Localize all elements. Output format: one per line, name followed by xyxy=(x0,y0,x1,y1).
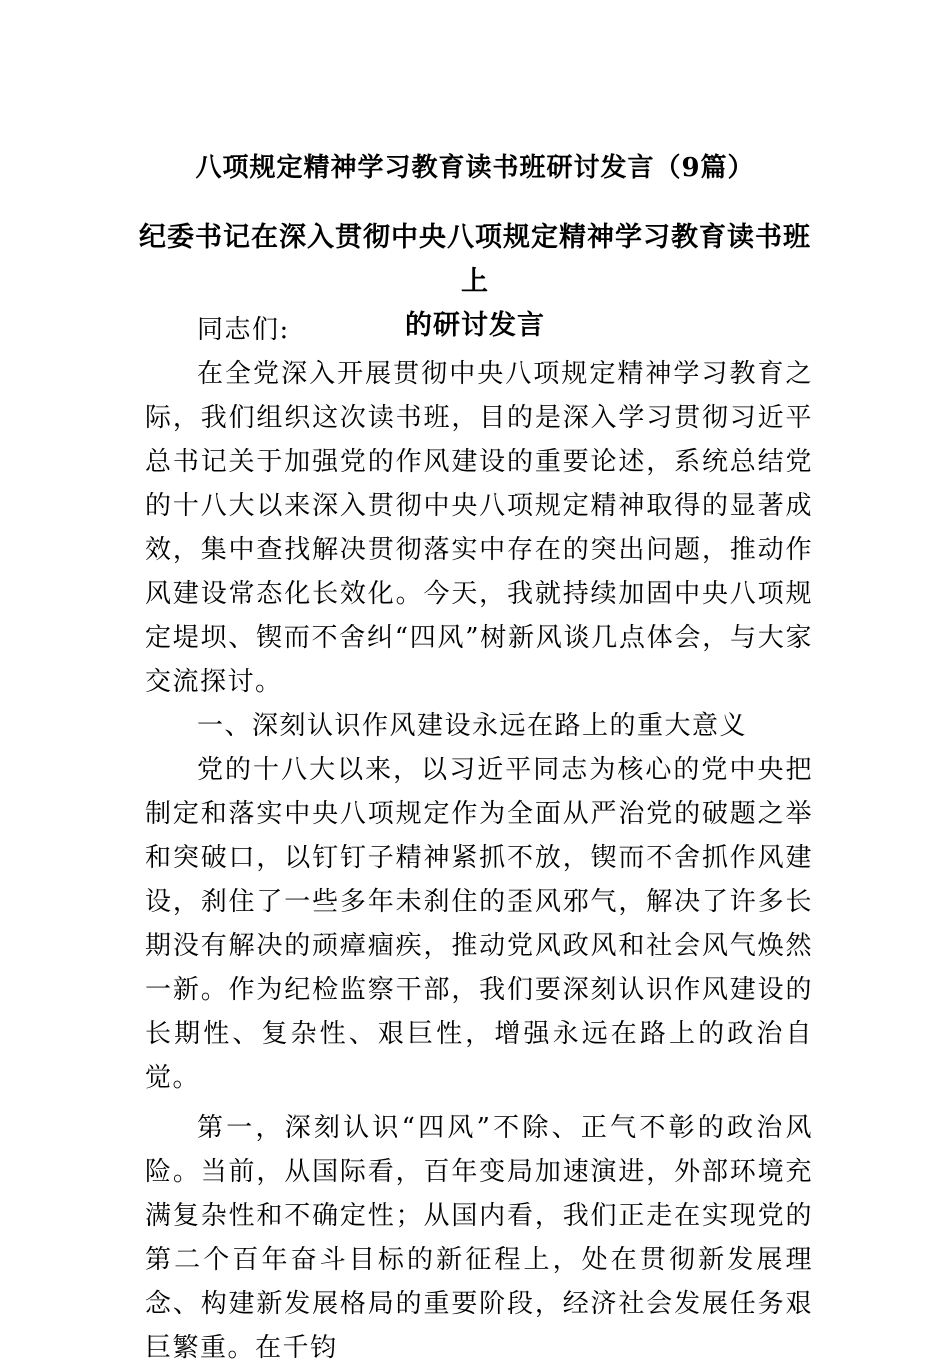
body-paragraph: 第一，深刻认识“四风”不除、正气不彰的政治风险。当前，从国际看，百年变局加速演进，外部环境充满复杂性和不确定性；从国内看，我们正走在实现党的第二个百年奋斗目标的新征程上，处在贯彻新发展理念、构建新发展格局的重要阶段，经济社会发展任务艰巨繁重。在千钧 xyxy=(145,1113,813,1363)
speech-body xyxy=(145,308,813,1370)
salutation: 同志们: xyxy=(197,315,290,345)
document-title: 八项规定精神学习教育读书班研讨发言（9篇） xyxy=(195,153,755,183)
body-paragraph: 在全党深入开展贯彻中央八项规定精神学习教育之际，我们组织这次读书班，目的是深入学习贯彻习近平总书记关于加强党的作风建设的重要论述，系统总结党的十八大以来深入贯彻中央八项规定精神取得的显著成效，集中查找解决贯彻落实中存在的突出问题，推动作风建设常态化长效化。今天，我就持续加固中央八项规定堤坝、锲而不舍纠“四风”树新风谈几点体会，与大家交流探讨。 xyxy=(145,359,813,697)
body-paragraph: 党的十八大以来，以习近平同志为核心的党中央把制定和落实中央八项规定作为全面从严治党的破题之举和突破口，以钉钉子精神紧抓不放，锲而不舍抓作风建设，刹住了一些多年未刹住的歪风邪气，解决了许多长期没有解决的顽瘴痼疾，推动党风政风和社会风气焕然一新。作为纪检监察干部，我们要深刻认识作风建设的长期性、复杂性、艰巨性，增强永远在路上的政治自觉。 xyxy=(145,755,813,1093)
speech-title-line-1: 纪委书记在深入贯彻中央八项规定精神学习教育读书班上 xyxy=(139,222,811,297)
section-heading: 一、深刻认识作风建设永远在路上的重大意义 xyxy=(197,711,748,741)
speech-title-line-2: 的研讨发言 xyxy=(405,310,545,341)
